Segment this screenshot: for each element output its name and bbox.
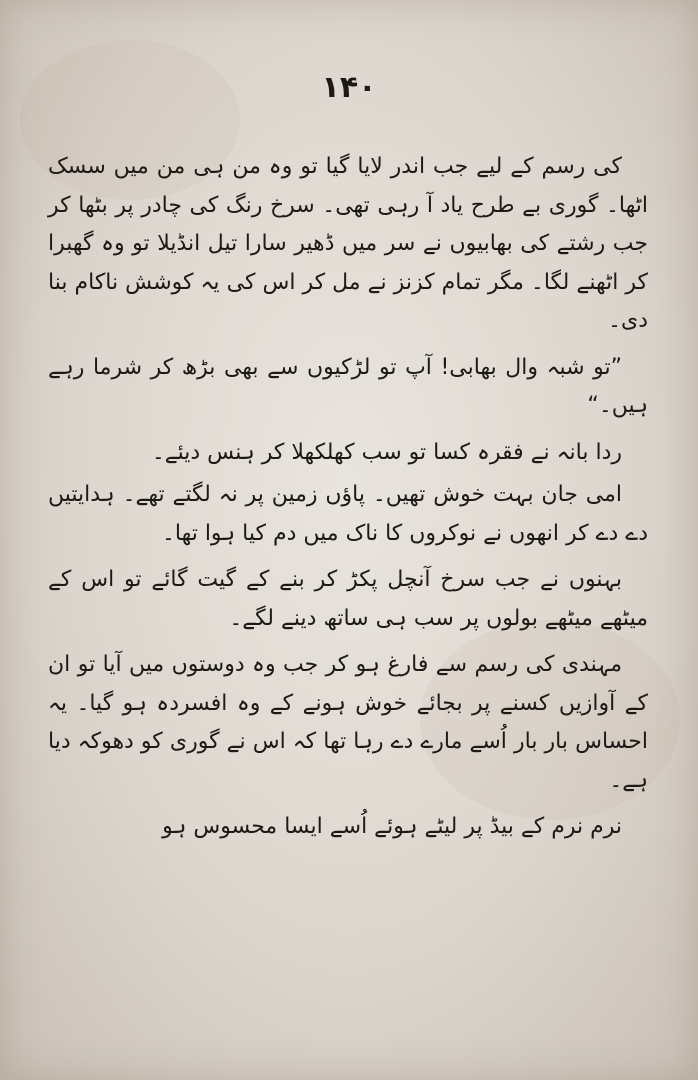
paragraph: نرم نرم کے بیڈ پر لیٹے ہوئے اُسے ایسا محسوس ہو (162, 814, 622, 839)
paragraph: ”تو شبہ وال بھابی! آپ تو لڑکیوں سے بھی بڑھ کر شرما رہے ہیں۔“ (48, 354, 648, 418)
page-number: ۱۴۰ (321, 70, 377, 105)
paragraph: امی جان بہت خوش تھیں۔ پاؤں زمین پر نہ لگتے تھے۔ ہدایتیں دے دے کر انھوں نے نوکروں کا ناک میں دم کیا ہوا تھا۔ (48, 482, 648, 546)
paragraph: مہندی کی رسم سے فارغ ہو کر جب وہ دوستوں میں آیا تو ان کے آوازیں کسنے پر بجائے خوش ہونے کے وہ افسردہ ہو گیا۔ یہ احساس بار بار اُسے مارے دے رہا تھا کہ اس نے گوری کو دھوکہ دیا ہے۔ (48, 652, 648, 793)
paragraph: بہنوں نے جب سرخ آنچل پکڑ کر بنے کے گیت گائے تو اس کے میٹھے میٹھے بولوں پر سب ہی ساتھ دینے لگے۔ (48, 567, 648, 631)
paragraph: ردا بانہ نے فقرہ کسا تو سب کھلکھلا کر ہنس دیئے۔ (151, 439, 622, 465)
paragraph: کی رسم کے لیے جب اندر لایا گیا تو وہ من ہی من میں سسک اٹھا۔ گوری بے طرح یاد آ رہی تھی۔ سرخ رنگ کی چادر پر بٹھا کر جب رشتے کی بھابیوں نے سر میں ڈھیر سارا تیل انڈیلا تو وہ گھبرا کر اٹھنے لگا۔ مگر تمام کزنز نے مل کر اس کی یہ کوشش ناکام بنا دی۔ (48, 154, 648, 333)
body-text (48, 148, 648, 855)
